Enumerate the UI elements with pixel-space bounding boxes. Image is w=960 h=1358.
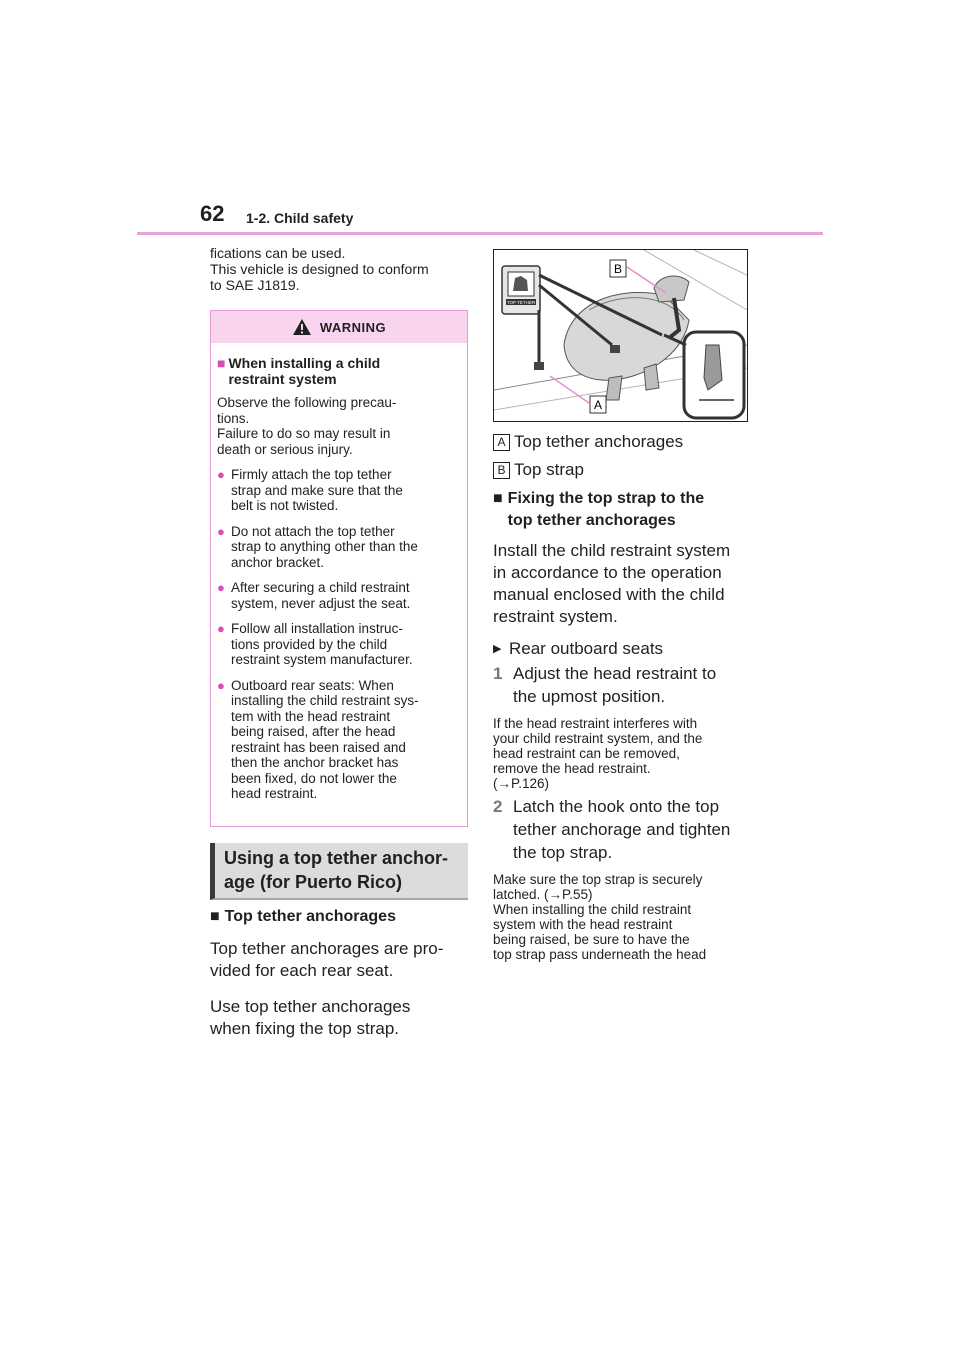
step-1 bbox=[493, 662, 763, 708]
subheading-line: Fixing the top strap to the bbox=[507, 490, 705, 507]
intro-line: fications can be used. bbox=[210, 245, 346, 261]
paragraph-line: Use top tether anchorages bbox=[210, 997, 411, 1016]
bullet-line: installing the child restraint sys- bbox=[231, 693, 419, 708]
tag-text: TOP TETHER bbox=[506, 300, 536, 305]
bullet-line: restraint has been raised and bbox=[231, 739, 406, 755]
triangle-bullet-icon: ▶ bbox=[493, 643, 502, 655]
warning-bullet bbox=[217, 467, 461, 514]
installation-figure bbox=[493, 249, 748, 422]
paragraph-line: when fixing the top strap. bbox=[210, 1019, 400, 1038]
bullet-line: then the anchor bracket has bbox=[231, 755, 399, 770]
note-line: remove the head restraint. bbox=[493, 761, 651, 776]
note-line: system with the head restraint bbox=[493, 917, 673, 932]
legend-text: Top tether anchorages bbox=[514, 432, 684, 451]
paragraph bbox=[210, 996, 470, 1040]
heading-line: age (for Puerto Rico) bbox=[224, 872, 403, 892]
page-number: 62 bbox=[200, 201, 225, 226]
paragraph-line: vided for each rear seat. bbox=[210, 961, 394, 980]
step-line: Adjust the head restraint to bbox=[513, 664, 717, 683]
bullet-dot-icon: ● bbox=[217, 523, 225, 539]
bullet-dot-icon: ● bbox=[217, 580, 225, 595]
step-line: Latch the hook onto the top bbox=[513, 797, 720, 816]
bullet-line: strap and make sure that the bbox=[231, 482, 403, 498]
bullet-line: Outboard rear seats: When bbox=[231, 677, 394, 693]
note-line: (→P.126) bbox=[493, 776, 550, 791]
subheading bbox=[210, 906, 470, 928]
section-title: 1-2. Child safety bbox=[246, 210, 354, 226]
bullet-line: tem with the head restraint bbox=[231, 708, 391, 724]
legend-item bbox=[493, 430, 763, 454]
intro-line: to SAE J1819. bbox=[210, 277, 300, 293]
paragraph bbox=[493, 540, 763, 628]
figure-label-a: A bbox=[593, 398, 603, 412]
note-line: head restraint can be removed, bbox=[493, 746, 680, 761]
bullet-line: strap to anything other than the bbox=[231, 539, 418, 554]
warning-title-line: restraint system bbox=[228, 371, 337, 387]
paragraph bbox=[210, 938, 470, 982]
bullet-line: being raised, after the head bbox=[231, 724, 396, 739]
note-line: being raised, be sure to have the bbox=[493, 932, 690, 947]
bullet-line: Firmly attach the top tether bbox=[231, 467, 392, 482]
step-line: the top strap. bbox=[513, 843, 613, 862]
warning-title bbox=[217, 355, 461, 387]
bullet-line: anchor bracket. bbox=[231, 554, 325, 570]
paragraph-line: restraint system. bbox=[493, 607, 618, 626]
note-line: When installing the child restraint bbox=[493, 902, 692, 917]
paragraph-line: in accordance to the operation bbox=[493, 563, 722, 582]
bullet-dot-icon: ● bbox=[217, 677, 225, 693]
note-line: If the head restraint interferes with bbox=[493, 716, 698, 731]
right-column bbox=[493, 430, 763, 962]
subheading-text: Top tether anchorages bbox=[224, 908, 396, 925]
bullet-line: belt is not twisted. bbox=[231, 498, 339, 513]
subheading-line: top tether anchorages bbox=[507, 512, 676, 529]
warning-intro-line: Observe the following precau- bbox=[217, 395, 397, 410]
warning-bullet bbox=[217, 678, 461, 802]
intro-text bbox=[210, 245, 470, 293]
square-bullet-icon: ■ bbox=[217, 355, 226, 371]
bullet-line: tions provided by the child bbox=[231, 636, 388, 652]
step-note bbox=[493, 872, 763, 962]
warning-intro bbox=[217, 395, 461, 457]
figure-label-b: B bbox=[613, 262, 623, 276]
warning-title-line: When installing a child bbox=[228, 355, 381, 371]
legend-key: A bbox=[493, 434, 510, 451]
subsection-label bbox=[493, 638, 763, 660]
warning-label: WARNING bbox=[319, 319, 387, 335]
bullet-dot-icon: ● bbox=[217, 467, 225, 482]
bullet-line: head restraint. bbox=[231, 786, 318, 801]
step-note bbox=[493, 716, 763, 791]
legend-text: Top strap bbox=[514, 460, 584, 479]
paragraph-line: Top tether anchorages are pro- bbox=[210, 939, 444, 958]
note-line: Make sure the top strap is securely bbox=[493, 872, 703, 887]
warning-bullet bbox=[217, 524, 461, 571]
square-bullet-icon: ■ bbox=[210, 908, 220, 925]
bullet-line: After securing a child restraint bbox=[231, 580, 410, 595]
heading-line: Using a top tether anchor- bbox=[224, 848, 449, 868]
bullet-line: Follow all installation instruc- bbox=[231, 621, 403, 636]
warning-intro-line: death or serious injury. bbox=[217, 441, 353, 457]
bullet-line: Do not attach the top tether bbox=[231, 523, 395, 539]
paragraph-line: Install the child restraint system bbox=[493, 541, 731, 560]
warning-intro-line: Failure to do so may result in bbox=[217, 426, 391, 441]
step-number: 2 bbox=[493, 797, 503, 816]
note-line: latched. (→P.55) bbox=[493, 887, 593, 902]
bullet-line: been fixed, do not lower the bbox=[231, 770, 397, 786]
warning-intro-line: tions. bbox=[217, 410, 250, 426]
note-line: top strap pass underneath the head bbox=[493, 947, 707, 962]
warning-triangle-icon bbox=[292, 318, 312, 336]
warning-header bbox=[211, 311, 467, 343]
intro-line: This vehicle is designed to conform bbox=[210, 261, 429, 277]
paragraph-line: manual enclosed with the child bbox=[493, 585, 725, 604]
left-section bbox=[210, 906, 470, 1040]
step-line: the upmost position. bbox=[513, 687, 666, 706]
warning-bullet bbox=[217, 621, 461, 668]
step-2 bbox=[493, 795, 763, 864]
subheading bbox=[493, 488, 763, 532]
bullet-line: system, never adjust the seat. bbox=[231, 595, 411, 611]
warning-box bbox=[210, 310, 468, 827]
header-rule bbox=[137, 232, 823, 235]
legend-item bbox=[493, 458, 763, 482]
square-bullet-icon: ■ bbox=[493, 490, 503, 507]
section-heading bbox=[210, 843, 468, 900]
rear-seat-illustration bbox=[494, 250, 747, 421]
step-line: tether anchorage and tighten bbox=[513, 820, 731, 839]
bullet-dot-icon: ● bbox=[217, 621, 225, 636]
warning-bullet bbox=[217, 580, 461, 611]
legend-key: B bbox=[493, 462, 510, 479]
note-line: your child restraint system, and the bbox=[493, 731, 703, 746]
step-number: 1 bbox=[493, 664, 503, 683]
subsection-text: Rear outboard seats bbox=[509, 639, 664, 658]
bullet-line: restraint system manufacturer. bbox=[231, 652, 413, 667]
